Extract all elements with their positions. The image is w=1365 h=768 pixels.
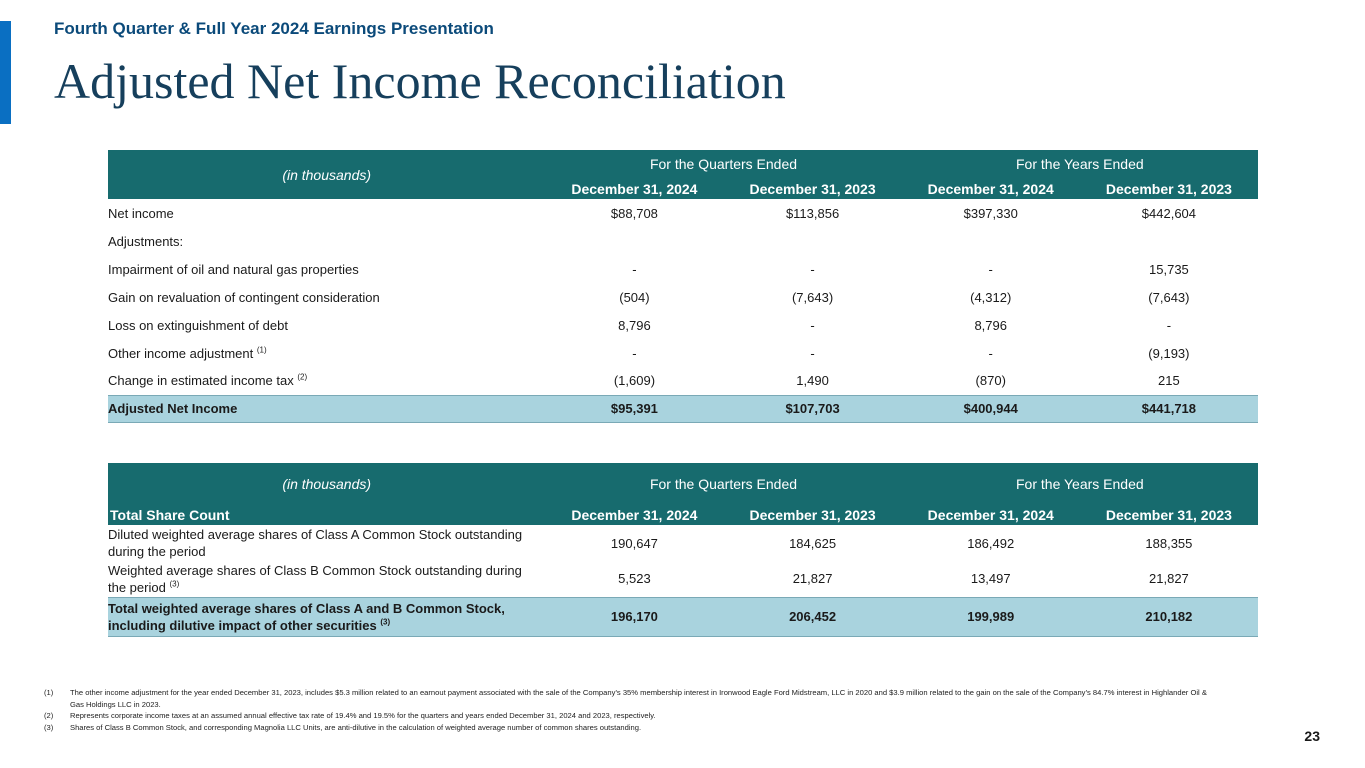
footnote-number: (3) xyxy=(44,722,54,732)
table-row xyxy=(108,283,1258,311)
column-header: December 31, 2023 xyxy=(1080,178,1258,199)
cell-value: 215 xyxy=(1158,373,1180,389)
footnote xyxy=(44,722,1214,734)
row-label-text: Other income adjustment xyxy=(108,345,254,361)
presentation-subtitle: Fourth Quarter & Full Year 2024 Earnings Presentation xyxy=(54,19,494,38)
row-label: Loss on extinguishment of debt xyxy=(108,317,288,333)
footnote-text: Represents corporate income taxes at an assumed annual effective tax rate of 19.4% and 19.5% for the quarters and years ended December 31, 2024 and 2023, respectively. xyxy=(70,711,656,720)
row-label: Adjusted Net Income xyxy=(108,395,545,422)
cell-value: - xyxy=(810,317,815,333)
share-count-table xyxy=(108,463,1258,637)
cell-value: $442,604 xyxy=(1141,205,1197,221)
row-label xyxy=(108,561,545,597)
footnote-ref: (3) xyxy=(169,579,180,589)
table-row xyxy=(108,367,1258,395)
cell-value: - xyxy=(810,261,815,277)
table-row xyxy=(108,227,1258,255)
cell-value: $400,944 xyxy=(902,395,1080,422)
row-label xyxy=(108,367,545,395)
cell-value: 5,523 xyxy=(618,571,651,587)
cell-value: $397,330 xyxy=(963,205,1018,221)
column-header: December 31, 2023 xyxy=(724,505,902,525)
adjusted-net-income-table xyxy=(108,150,1258,423)
cell-value: 1,490 xyxy=(796,373,829,389)
column-header: December 31, 2024 xyxy=(545,505,723,525)
row-label: Net income xyxy=(108,205,174,221)
cell-value: 196,170 xyxy=(545,597,723,636)
cell-value: 199,989 xyxy=(902,597,1080,636)
table-row xyxy=(108,561,1258,597)
cell-value: - xyxy=(1166,317,1172,333)
cell-value: (4,312) xyxy=(970,289,1012,305)
column-header: December 31, 2024 xyxy=(902,505,1080,525)
cell-value: - xyxy=(632,261,637,277)
column-header: December 31, 2023 xyxy=(724,178,902,199)
group-years-header: For the Years Ended xyxy=(902,150,1258,178)
table-row xyxy=(108,255,1258,283)
cell-value: (504) xyxy=(619,289,650,305)
total-row xyxy=(108,597,1258,636)
cell-value: $113,856 xyxy=(785,205,840,221)
footnote-ref: (1) xyxy=(256,345,267,355)
cell-value: 21,827 xyxy=(792,571,833,587)
cell-value: (870) xyxy=(975,373,1006,389)
cell-value: 21,827 xyxy=(1149,571,1189,587)
column-header: December 31, 2024 xyxy=(902,178,1080,199)
row-label-text: Weighted average shares of Class B Common Stock outstanding during the period xyxy=(108,562,522,595)
unit-label: (in thousands) xyxy=(108,150,545,199)
column-header: December 31, 2024 xyxy=(545,178,723,199)
cell-value: 190,647 xyxy=(610,535,658,551)
row-label: Impairment of oil and natural gas properties xyxy=(108,261,359,277)
footnote xyxy=(44,710,1214,722)
row-label xyxy=(108,339,545,367)
row-label xyxy=(108,597,545,636)
footnote-text: Shares of Class B Common Stock, and corresponding Magnolia LLC Units, are anti-dilutive in the calculation of weighted average number of common shares outstanding. xyxy=(70,722,642,732)
cell-value: (7,643) xyxy=(791,289,834,305)
group-quarters-header: For the Quarters Ended xyxy=(545,150,901,178)
cell-value: 8,796 xyxy=(618,317,651,333)
footnote-number: (2) xyxy=(44,711,54,720)
cell-value: - xyxy=(988,261,993,277)
cell-value: - xyxy=(632,345,637,361)
total-row xyxy=(108,395,1258,422)
cell-value: 188,355 xyxy=(1145,535,1193,551)
cell-value: 15,735 xyxy=(1149,261,1189,277)
table-row xyxy=(108,339,1258,367)
group-years-header: For the Years Ended xyxy=(902,463,1258,505)
cell-value: 186,492 xyxy=(967,535,1015,551)
row-label: Adjustments: xyxy=(108,233,184,249)
footnote-text: The other income adjustment for the year ended December 31, 2023, includes $5.3 million related to an earnout payment associated with the sale of the Company’s 35% membership interest in Ironwood Eagle Ford Midstream, LLC in 2020 and $3.9 million related to the gain on the sale of the Company’s 84.7% interest in Highlander Oil & Gas Holdings LLC in 2023. xyxy=(70,688,1207,709)
table-row xyxy=(108,525,1258,561)
cell-value: $95,391 xyxy=(545,395,723,422)
cell-value: - xyxy=(810,345,815,361)
page-number: 23 xyxy=(1304,728,1320,744)
cell-value: $441,718 xyxy=(1080,395,1258,422)
footnotes xyxy=(44,687,1214,733)
footnote-ref: (3) xyxy=(380,617,391,627)
cell-value: (9,193) xyxy=(1148,345,1190,361)
cell-value: - xyxy=(988,345,993,361)
cell-value: (7,643) xyxy=(1148,289,1190,305)
group-quarters-header: For the Quarters Ended xyxy=(545,463,901,505)
row-label: Diluted weighted average shares of Class A Common Stock outstanding during the period xyxy=(108,527,523,559)
cell-value: 8,796 xyxy=(974,317,1007,333)
cell-value: 210,182 xyxy=(1080,597,1258,636)
table-row xyxy=(108,199,1258,227)
row-label-text: Change in estimated income tax xyxy=(108,373,294,389)
footnote xyxy=(44,687,1214,710)
cell-value: (1,609) xyxy=(613,373,656,389)
unit-label: (in thousands) xyxy=(108,463,545,505)
table-row xyxy=(108,311,1258,339)
accent-bar xyxy=(0,21,11,124)
row-label: Gain on revaluation of contingent consideration xyxy=(108,289,380,305)
cell-value: 13,497 xyxy=(970,571,1011,587)
row-header: Total Share Count xyxy=(108,505,545,525)
footnote-ref: (2) xyxy=(297,372,308,382)
page-title: Adjusted Net Income Reconciliation xyxy=(54,53,786,109)
cell-value: $88,708 xyxy=(610,205,658,221)
footnote-number: (1) xyxy=(44,688,54,697)
row-label-text: Total weighted average shares of Class A and B Common Stock, including dilutive impact of other securities xyxy=(108,600,505,633)
cell-value: 184,625 xyxy=(789,535,837,551)
cell-value: $107,703 xyxy=(724,395,902,422)
cell-value: 206,452 xyxy=(724,597,902,636)
column-header: December 31, 2023 xyxy=(1080,505,1258,525)
